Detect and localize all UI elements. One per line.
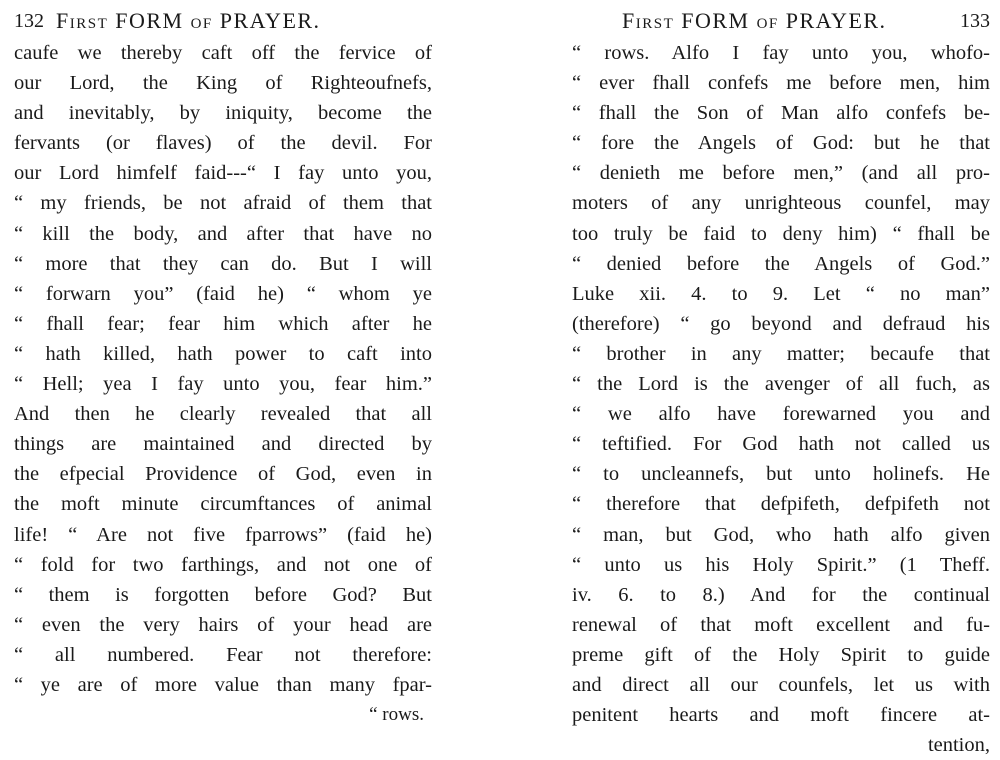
left-text-line: And then he clearly revealed that all xyxy=(14,403,432,426)
right-text-line: “ man, but God, who hath alfo given xyxy=(572,523,990,546)
right-text-line: Luke xii. 4. to 9. Let “ no man” xyxy=(572,282,990,305)
left-text-line: “ fhall fear; fear him which after he xyxy=(14,312,432,335)
left-page xyxy=(14,0,432,740)
right-text-line: (therefore) “ go beyond and defraud his xyxy=(572,312,990,335)
right-text-line: “ teftified. For God hath not called us xyxy=(572,433,990,456)
right-text-line: too truly be faid to deny him) “ fhall be xyxy=(572,222,990,245)
right-text-line: renewal of that moft excellent and fu- xyxy=(572,613,990,636)
right-page-body xyxy=(572,38,990,730)
right-page-header xyxy=(572,0,990,34)
left-text-line: things are maintained and directed by xyxy=(14,433,432,456)
right-text-line: preme gift of the Holy Spirit to guide xyxy=(572,643,990,666)
left-page-header xyxy=(14,0,432,34)
right-text-line: “ denied before the Angels of God.” xyxy=(572,252,990,275)
right-text-line: moters of any unrighteous counfel, may xyxy=(572,192,990,215)
left-text-line: and inevitably, by iniquity, become the xyxy=(14,102,432,125)
right-text-line: “ therefore that defpifeth, defpifeth not xyxy=(572,493,990,516)
left-text-line: “ my friends, be not afraid of them that xyxy=(14,192,432,215)
left-page-number: 132 xyxy=(14,10,44,32)
right-text-line: “ we alfo have forewarned you and xyxy=(572,403,990,426)
left-text-line: “ Hell; yea I fay unto you, fear him.” xyxy=(14,373,432,396)
right-text-line: “ fore the Angels of God: but he that xyxy=(572,132,990,155)
left-text-line: “ kill the body, and after that have no xyxy=(14,222,432,245)
right-text-line: “ rows. Alfo I fay unto you, whofo- xyxy=(572,42,990,64)
left-text-line: “ forwarn you” (faid he) “ whom ye xyxy=(14,282,432,305)
left-catchword: “ rows. xyxy=(369,704,424,726)
right-text-line: penitent hearts and moft fincere at- xyxy=(572,704,990,727)
right-text-line: “ brother in any matter; becaufe that xyxy=(572,342,990,365)
left-text-line: caufe we thereby caft off the fervice of xyxy=(14,42,432,64)
left-text-line: fervants (or flaves) of the devil. For xyxy=(14,132,432,155)
left-text-line: the moft minute circumftances of animal xyxy=(14,493,432,516)
right-text-line: “ denieth me before men,” (and all pro- xyxy=(572,162,990,185)
left-text-line: “ ye are of more value than many fpar- xyxy=(14,673,432,696)
right-page-number: 133 xyxy=(960,10,990,32)
right-text-line: “ fhall the Son of Man alfo confefs be- xyxy=(572,102,990,125)
left-text-line: the efpecial Providence of God, even in xyxy=(14,463,432,486)
left-text-line: life! “ Are not five fparrows” (faid he) xyxy=(14,523,432,546)
left-text-line: “ all numbered. Fear not therefore: xyxy=(14,643,432,666)
right-text-line: “ unto us his Holy Spirit.” (1 Theff. xyxy=(572,553,990,576)
right-text-line: “ to uncleannefs, but unto holinefs. He xyxy=(572,463,990,486)
right-text-line: “ ever fhall confefs me before men, him xyxy=(572,72,990,95)
left-text-line: “ fold for two farthings, and not one of xyxy=(14,553,432,576)
left-text-line: our Lord himfelf faid---“ I fay unto you, xyxy=(14,162,432,185)
left-page-body xyxy=(14,38,432,700)
right-text-line: “ the Lord is the avenger of all fuch, as xyxy=(572,373,990,396)
left-text-line: “ them is forgotten before God? But xyxy=(14,583,432,606)
left-text-line: “ more that they can do. But I will xyxy=(14,252,432,275)
right-text-line: iv. 6. to 8.) And for the continual xyxy=(572,583,990,606)
right-text-line: and direct all our counfels, let us with xyxy=(572,673,990,696)
left-text-line: “ even the very hairs of your head are xyxy=(14,613,432,636)
right-final-line: tention, xyxy=(927,734,990,757)
right-running-title: First FORM of PRAYER. xyxy=(622,8,887,33)
left-running-title: First FORM of PRAYER. xyxy=(56,8,321,33)
right-page xyxy=(572,0,990,757)
left-text-line: “ hath killed, hath power to caft into xyxy=(14,342,432,365)
left-text-line: our Lord, the King of Righteoufnefs, xyxy=(14,72,432,95)
